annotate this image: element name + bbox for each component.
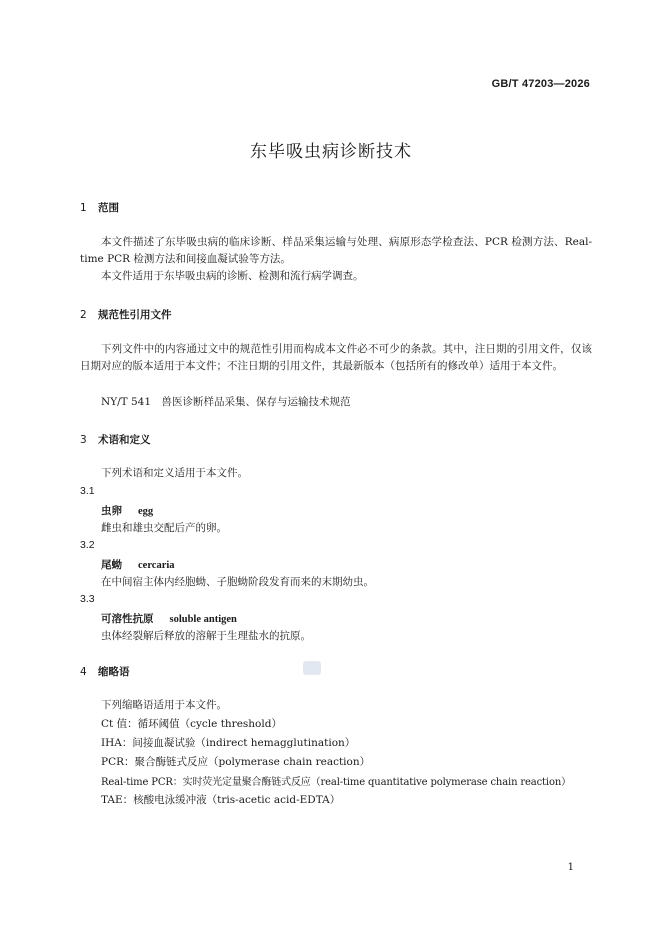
watermark-logo — [303, 661, 321, 675]
abbrev-item: Ct 值：循环阈值（cycle threshold） — [101, 718, 282, 730]
term-en: egg — [138, 506, 154, 517]
page-number: 1 — [567, 862, 574, 873]
standard-code: GB/T 47203—2026 — [491, 78, 590, 90]
section-title: 规范性引用文件 — [98, 309, 172, 321]
section-1-heading — [80, 200, 119, 215]
term-heading — [101, 557, 175, 572]
term-definition: 虫体经裂解后释放的溶解于生理盐水的抗原。 — [101, 630, 311, 642]
term-zh: 可溶性抗原 — [101, 613, 154, 625]
abbrev-item: IHA：间接血凝试验（indirect hemagglutination） — [101, 737, 356, 749]
abbrev-intro: 下列缩略语适用于本文件。 — [101, 699, 227, 711]
term-en: soluble antigen — [169, 614, 237, 625]
term-heading — [101, 611, 237, 626]
abbrev-item: Real-time PCR：实时荧光定量聚合酶链式反应（real-time quantitative polymerase chain reaction） — [101, 777, 571, 788]
section-title: 范围 — [98, 202, 119, 214]
section-number: 1 — [80, 202, 87, 214]
document-title: 东毕吸虫病诊断技术 — [250, 142, 412, 162]
section-title: 缩略语 — [98, 666, 130, 678]
term-heading — [101, 503, 153, 518]
term-zh: 虫卵 — [101, 505, 122, 517]
section-2-heading — [80, 307, 172, 322]
term-zh: 尾蚴 — [101, 559, 122, 571]
section-number: 2 — [80, 309, 87, 321]
term-definition: 雌虫和雄虫交配后产的卵。 — [101, 522, 227, 534]
section-4-heading — [80, 664, 130, 679]
section-number: 3 — [80, 434, 87, 446]
term-number: 3.2 — [80, 539, 95, 551]
normative-paragraph: 下列文件中的内容通过文中的规范性引用而构成本文件必不可少的条款。其中，注日期的引用文件，仅该日期对应的版本适用于本文件；不注日期的引用文件，其最新版本（包括所有的修改单）适用于本文件。 — [80, 343, 592, 372]
term-definition: 在中间宿主体内经胞蚴、子胞蚴阶段发育而来的末期幼虫。 — [101, 576, 374, 588]
term-en: cercaria — [138, 560, 175, 571]
terms-intro: 下列术语和定义适用于本文件。 — [101, 467, 248, 479]
abbrev-item: TAE：核酸电泳缓冲液（tris-acetic acid-EDTA） — [101, 794, 341, 806]
term-number: 3.1 — [80, 485, 95, 497]
scope-paragraph-1: 本文件描述了东毕吸虫病的临床诊断、样品采集运输与处理、病原形态学检查法、PCR 检测方法、Real-time PCR 检测方法和间接血凝试验等方法。 — [80, 236, 592, 265]
abbrev-item: PCR：聚合酶链式反应（polymerase chain reaction） — [101, 756, 371, 768]
normative-reference: NY/T 541 兽医诊断样品采集、保存与运输技术规范 — [101, 396, 351, 408]
section-title: 术语和定义 — [98, 434, 151, 446]
term-number: 3.3 — [80, 593, 95, 605]
section-number: 4 — [80, 666, 87, 678]
section-3-heading — [80, 432, 151, 447]
scope-paragraph-2: 本文件适用于东毕吸虫病的诊断、检测和流行病学调查。 — [101, 270, 364, 282]
